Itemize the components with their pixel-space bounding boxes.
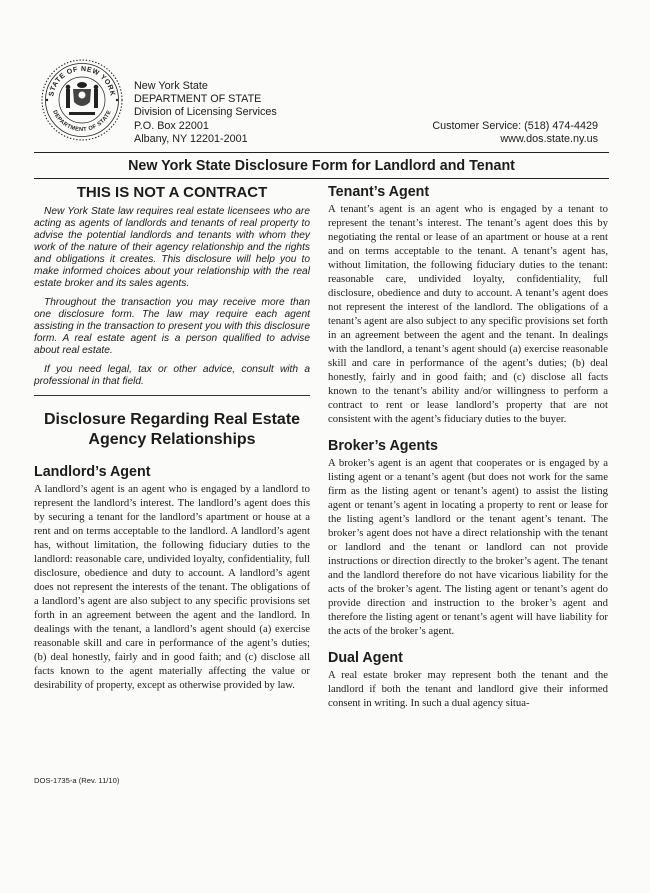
agency-po-box: P.O. Box 22001	[134, 119, 209, 132]
brokers-agents-text: A broker’s agent is an agent that cooperates or is engaged by a listing agent or a tenant’s agent (but does not work for the same firm as the listing agent or tenant’s agent) to assist the listing agent or tenant’s agent in locating a property to rent or lease for the listing agent’s landlord or the tenant agent’s tenant. The broker’s agent does not have a direct relationship with the tenant or landlord and the tenant or landlord can not provide instructions or direction directly to the broker’s agent. The tenant and the landlord therefore do not have vicarious liability for the acts of the broker’s agent. The listing agent or tenant’s agent do provide direction and instruction to the broker’s agent and therefore the listing agent or tenant’s agent will have liability for the acts of the broker’s agent.	[328, 457, 608, 637]
tenants-agent-heading: Tenant’s Agent	[328, 184, 430, 200]
contact-info	[432, 120, 598, 146]
seal-top-text: STATE OF NEW YORK	[48, 65, 116, 98]
agency-address	[134, 80, 277, 146]
form-title: New York State Disclosure Form for Landlord and Tenant	[128, 158, 515, 174]
brokers-agents-heading: Broker’s Agents	[328, 438, 438, 454]
tenants-agent-text: A tenant’s agent is an agent who is engaged by a tenant to represent the tenant’s interest. The tenant’s agent does this by negotiating the rental or lease of an apartment or house at a rent and on terms acceptable to the tenant. A tenant’s agent has, without limitation, the following fiduciary duties to the tenant: reasonable care, undivided loyalty, confidentiality, full disclosure, obedience and duty to account. A tenant’s agent does not represent the interest of the landlord. The obligations of a tenant’s agent are also subject to any specific provisions set forth in an agreement between the agent and the tenant. In dealings with the landlord, a tenant’s agent should (a) exercise reasonable skill and care in performance of the agent’s duties; (b) deal honestly, fairly and in good faith; and (c) disclose all facts known to the tenant’s ability and/or willingness to perform a contract to rent or lease landlord’s property that are not consistent with the agent’s fiduciary duties to the buyer.	[328, 203, 608, 425]
customer-service-phone: Customer Service: (518) 474-4429	[432, 120, 598, 132]
notice-paragraph-1: New York State law requires real estate licensees who are acting as agents of landlords and tenants of real property to advise the potential landlords and tenants with whom they work of the nature of their agency relationship and the rights and obligations it creates. This disclosure will help you to make informed choices about your relationship with the real estate broker and its sales agents.	[34, 206, 310, 289]
agency-department: DEPARTMENT OF STATE	[134, 93, 262, 106]
dual-agent-heading: Dual Agent	[328, 650, 403, 666]
left-column	[34, 184, 310, 704]
dual-agent-text: A real estate broker may represent both the tenant and the landlord if both the tenant and landlord give their informed consent in writing. In such a dual agency situa-	[328, 669, 608, 709]
title-bottom-rule	[34, 178, 609, 179]
notice-paragraph-3: If you need legal, tax or other advice, consult with a professional in that field.	[34, 364, 310, 387]
landlords-agent-text: A landlord’s agent is an agent who is engaged by a landlord to represent the landlord’s interest. The landlord’s agent does this by securing a tenant for the landlord’s apartment or house at a rent and on terms acceptable to the landlord. A landlord’s agent has, without limitation, the following fiduciary duties to the landlord: reasonable care, undivided loyalty, confidentiality, full disclosure, obedience and duty to account. A landlord’s agent does not represent the interests of the tenant. The obligations of a landlord’s agent are also subject to any specific provisions set forth in an agreement between the agent and the landlord. In dealings with the tenant, a landlord’s agent should (a) exercise reasonable skill and care in performance of the agent’s duties; (b) deal honestly, fairly and in good faith; and (c) disclose all facts known to the agent materially affecting the value or desirability of property, except as otherwise provided by law.	[34, 483, 310, 691]
notice-paragraph-2: Throughout the transaction you may receive more than one disclosure form. The law may require each agent assisting in the transaction to present you with this disclosure form. A real estate agent is a person qualified to advise about real estate.	[34, 297, 310, 356]
notice-title: THIS IS NOT A CONTRACT	[76, 184, 268, 201]
coat-of-arms-icon	[66, 82, 99, 115]
notice-divider	[34, 395, 310, 396]
seal-bottom-text: DEPARTMENT OF STATE	[51, 109, 113, 134]
agency-division: Division of Licensing Services	[134, 106, 277, 119]
department-of-state-seal	[40, 58, 124, 142]
right-column	[328, 184, 608, 722]
form-code: DOS-1735-a (Rev. 11/10)	[34, 776, 120, 785]
website-url: www.dos.state.ny.us	[500, 133, 598, 146]
landlords-agent-heading: Landlord’s Agent	[34, 464, 151, 480]
agency-state: New York State	[134, 80, 208, 92]
title-top-rule	[34, 152, 609, 153]
agency-city: Albany, NY 12201-2001	[134, 132, 248, 145]
disclosure-subtitle: Disclosure Regarding Real Estate Agency Relationships	[43, 411, 301, 448]
